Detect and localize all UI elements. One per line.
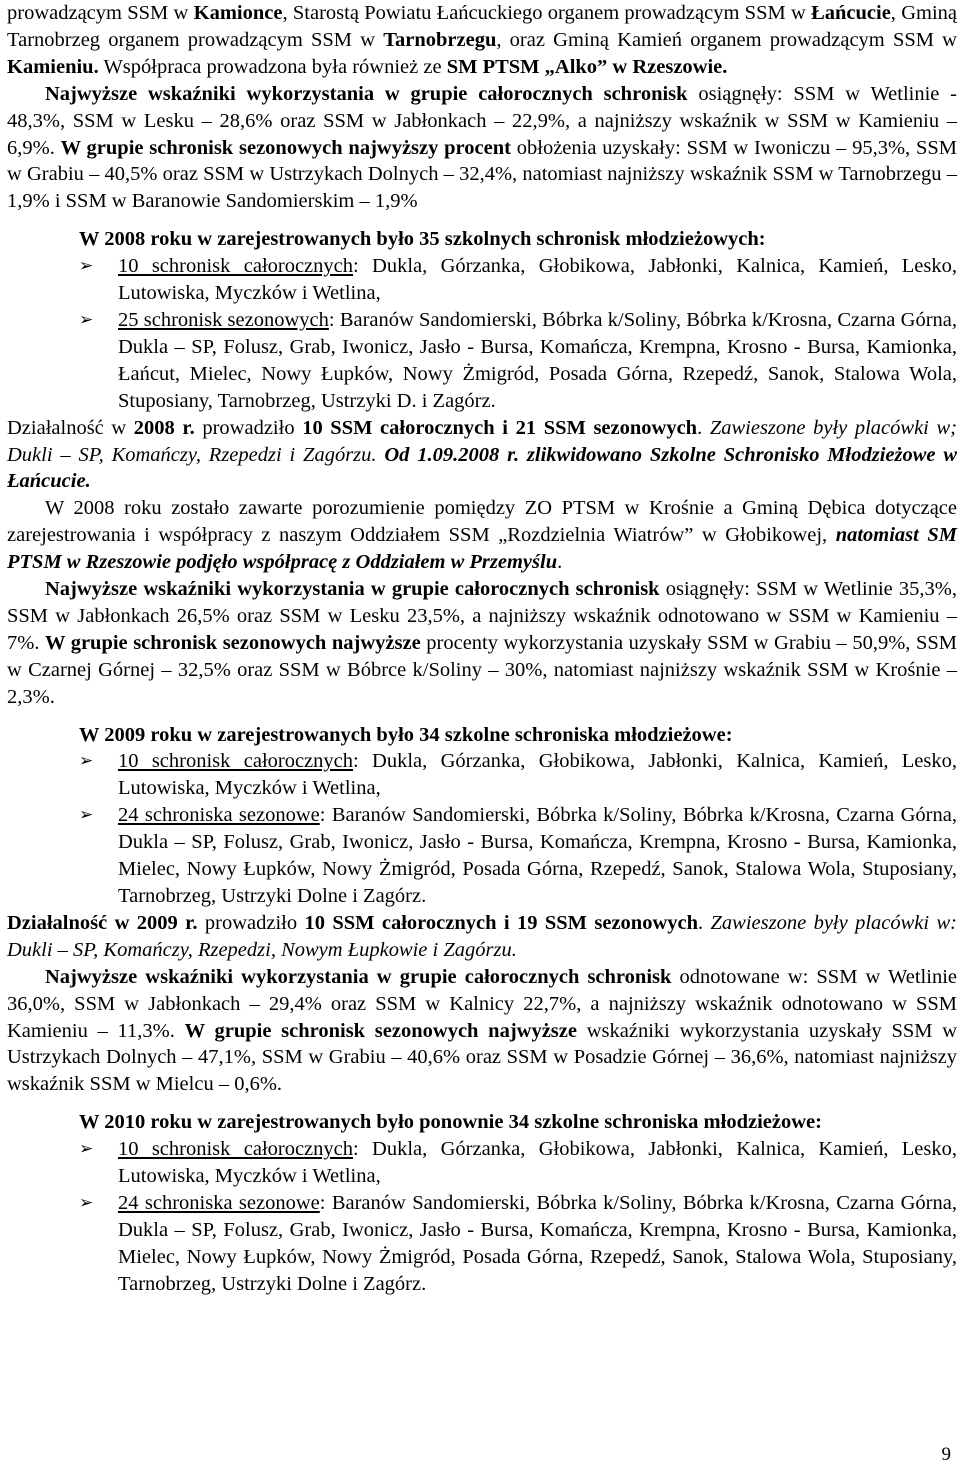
text-run: prowadzącym SSM w <box>7 2 194 24</box>
heading-2008 <box>7 226 957 253</box>
text-run: Najwyższe wskaźniki wykorzystania w grupie całorocznych schronisk <box>45 578 660 601</box>
list-item <box>7 748 957 802</box>
arrow-bullet-icon: ➢ <box>79 751 94 772</box>
text-run: W grupie schronisk sezonowych najwyższe <box>184 1019 577 1042</box>
text-run: Od 1.09.2008 r. <box>384 443 520 466</box>
text-run: W 2009 roku w zarejestrowanych było 34 szkolne schroniska młodzieżowe: <box>79 723 733 746</box>
text-run: Tarnobrzegu <box>383 28 497 51</box>
text-run: 10 SSM całorocznych i 19 SSM sezonowych <box>304 911 698 934</box>
text-run: Najwyższe wskaźniki wykorzystania w grupie całorocznych schronisk <box>45 82 688 105</box>
arrow-bullet-icon: ➢ <box>79 309 94 330</box>
paragraph-agreement-2008 <box>7 495 957 576</box>
paragraph-usage-2007 <box>7 81 957 216</box>
text-run: prowadziło <box>194 416 303 439</box>
list-hostels-2008 <box>7 253 957 414</box>
list-item-category: 24 schroniska sezonowe <box>118 1191 320 1214</box>
list-item-category: 24 schroniska sezonowe <box>118 804 320 827</box>
text-run: Zawieszone były placówki w; Dukli – SP, Komańczy, Rzepedzi i Zagórzu. <box>7 416 957 466</box>
list-item-category: 25 schronisk sezonowych <box>118 308 329 331</box>
text-run: Zawieszone były placówki w: Dukli – SP, Komańczy, Rzepedzi, Nowym Łupkowie i Zagórzu. <box>7 911 957 961</box>
text-run: Najwyższe wskaźniki wykorzystania w grupie całorocznych schronisk <box>45 965 672 988</box>
list-item-category: 10 schronisk całorocznych <box>118 255 354 278</box>
list-item-places: : Baranów Sandomierski, Bóbrka k/Soliny, Bóbrka k/Krosna, Czarna Górna, Dukla – SP, Folusz, Grab, Iwonicz, Jasło - Bursa, Komańcza, Krempna, Krosno - Bursa, Kamionka, Mielec, Nowy Łupków, Nowy Żmigród, Posada Górna, Rzepedź, Sanok, Stalowa Wola, Stuposiany, Tarnobrzeg, Ustrzyki Dolne i Zagórz. <box>118 804 957 907</box>
paragraph-usage-2009 <box>7 964 957 1099</box>
paragraph-usage-2008 <box>7 576 957 711</box>
arrow-bullet-icon: ➢ <box>79 1139 94 1160</box>
text-run: W grupie schronisk sezonowych najwyższe <box>45 631 421 654</box>
text-run: Kamionce <box>193 2 283 24</box>
list-item-category: 10 schronisk całorocznych <box>118 750 354 773</box>
text-run: w <box>103 416 134 439</box>
list-item <box>7 802 957 910</box>
text-run: W 2010 roku w zarejestrowanych było ponownie 34 szkolne schroniska młodzieżowe: <box>79 1111 822 1134</box>
paragraph-activity-2009 <box>7 910 957 964</box>
text-run: Działalność w 2009 r. <box>7 911 198 934</box>
list-item <box>7 307 957 415</box>
text-run: . <box>698 911 711 934</box>
list-item-places: : Dukla, Górzanka, Głobikowa, Jabłonki, Kalnica, Kamień, Lesko, Lutowiska, Myczków i Wetlina, <box>118 255 957 305</box>
text-run: prowadziło <box>197 911 305 934</box>
text-run: . <box>557 551 563 574</box>
text-run: , oraz Gminą Kamień organem prowadzącym SSM w <box>496 28 957 51</box>
text-run: 2008 r. <box>133 416 195 439</box>
list-item <box>7 1136 957 1190</box>
text-run: W grupie schronisk sezonowych najwyższy procent <box>60 136 511 159</box>
text-run: obłożenia uzyskały: SSM w Iwoniczu – 95,3%, SSM w Grabiu – 40,5% oraz SSM w Ustrzykach Dolnych – 32,4%, natomiast najniższy wskaźnik SSM w Tarnobrzegu – 1,9% i SSM w Baranowie Sandomierskim – 1,9% <box>7 136 957 213</box>
arrow-bullet-icon: ➢ <box>79 805 94 826</box>
text-run: natomiast SM PTSM w Rzeszowie podjęło współpracę z Oddziałem w Przemyślu <box>7 524 958 574</box>
paragraph-activity-2008 <box>7 415 957 496</box>
text-run: 10 SSM całorocznych i 21 SSM sezonowych <box>302 416 698 439</box>
list-item-places: : Dukla, Górzanka, Głobikowa, Jabłonki, Kalnica, Kamień, Lesko, Lutowiska, Myczków i Wetlina, <box>118 1138 957 1188</box>
text-run: Działalność <box>7 416 104 439</box>
text-run: osiągnęły: SSM w Wetlinie 35,3%, SSM w Jabłonkach 26,5% oraz SSM w Lesku 23,5%, a najniższy wskaźnik odnotowano w SSM w Kamieniu – 7%. <box>7 578 957 654</box>
heading-2009 <box>7 722 957 749</box>
arrow-bullet-icon: ➢ <box>79 256 94 277</box>
text-run: procenty wykorzystania uzyskały SSM w Grabiu – 50,9%, SSM w Czarnej Górnej – 32,5% oraz SSM w Bóbrce k/Soliny – 30%, natomiast najniższy wskaźnik SSM w Krośnie – 2,3%. <box>7 631 957 708</box>
text-run: . <box>697 416 710 439</box>
heading-2010 <box>7 1109 957 1136</box>
list-item-places: : Baranów Sandomierski, Bóbrka k/Soliny, Bóbrka k/Krosna, Czarna Górna, Dukla – SP, Folusz, Grab, Iwonicz, Jasło - Bursa, Komańcza, Krempna, Krosno - Bursa, Kamionka, Mielec, Nowy Łupków, Nowy Żmigród, Posada Górna, Rzepedź, Sanok, Stalowa Wola, Stuposiany, Tarnobrzeg, Ustrzyki Dolne i Zagórz. <box>118 1191 957 1295</box>
page-number: 9 <box>941 1444 951 1465</box>
text-run: odnotowane w: SSM w Wetlinie 36,0%, SSM w Jabłonkach – 29,4% oraz SSM w Kalnicy 22,7%, a najniższy wskaźnik odnotowano w SSM Kamieniu – 11,3%. <box>7 965 957 1042</box>
arrow-bullet-icon: ➢ <box>79 1192 94 1213</box>
list-hostels-2009 <box>7 748 957 909</box>
list-item-places: : Baranów Sandomierski, Bóbrka k/Soliny, Bóbrka k/Krosna, Czarna Górna, Dukla – SP, Folusz, Grab, Iwonicz, Jasło - Bursa, Komańcza, Krempna, Krosno - Bursa, Kamionka, Łańcut, Mielec, Nowy Łupków, Nowy Żmigród, Posada Górna, Rzepedź, Sanok, Stalowa Wola, Stuposiany, Tarnobrzeg, Ustrzyki D. i Zagórz. <box>118 308 958 412</box>
list-item-places: : Dukla, Górzanka, Głobikowa, Jabłonki, Kalnica, Kamień, Lesko, Lutowiska, Myczków i Wetlina, <box>118 750 957 800</box>
text-run: Współpraca prowadzona była również ze <box>98 55 447 78</box>
list-item <box>7 1190 957 1298</box>
text-run: osiągnęły: SSM w Wetlinie - 48,3%, SSM w Lesku – 28,6% oraz SSM w Jabłonkach – 22,9%, a najniższy wskaźnik w SSM w Kamieniu – 6,9%. <box>7 82 957 159</box>
text-run: wskaźniki wykorzystania uzyskały SSM w Ustrzykach Dolnych – 47,1%, SSM w Grabiu – 40,6% oraz SSM w Posadzie Górnej – 36,6%, natomiast najniższy wskaźnik SSM w Mielcu – 0,6%. <box>7 1019 958 1096</box>
paragraph-partners <box>7 0 957 81</box>
document-page <box>7 0 957 1298</box>
text-run: zlikwidowano Szkolne Schronisko Młodzieżowe w Łańcucie. <box>7 443 957 493</box>
text-run: Kamieniu. <box>7 55 99 78</box>
list-item <box>7 253 957 307</box>
text-run: , Gminą Tarnobrzeg organem prowadzącym SSM w <box>7 2 957 51</box>
list-hostels-2010 <box>7 1136 957 1297</box>
text-run: Łańcucie <box>811 2 891 24</box>
text-run: , Starostą Powiatu Łańcuckiego organem prowadzącym SSM w <box>282 2 812 24</box>
list-item-category: 10 schronisk całorocznych <box>118 1138 354 1161</box>
text-run: W 2008 roku zostało zawarte porozumienie pomiędzy ZO PTSM w Krośnie a Gminą Dębica dotyczące zarejestrowania i współpracy z naszym Oddziałem SSM „Rozdzielnia Wiatrów” w Głobikowej, <box>7 497 957 547</box>
text-run: W 2008 roku w zarejestrowanych było 35 szkolnych schronisk młodzieżowych: <box>79 228 766 251</box>
text-run: SM PTSM „Alko” w Rzeszowie. <box>446 55 728 78</box>
